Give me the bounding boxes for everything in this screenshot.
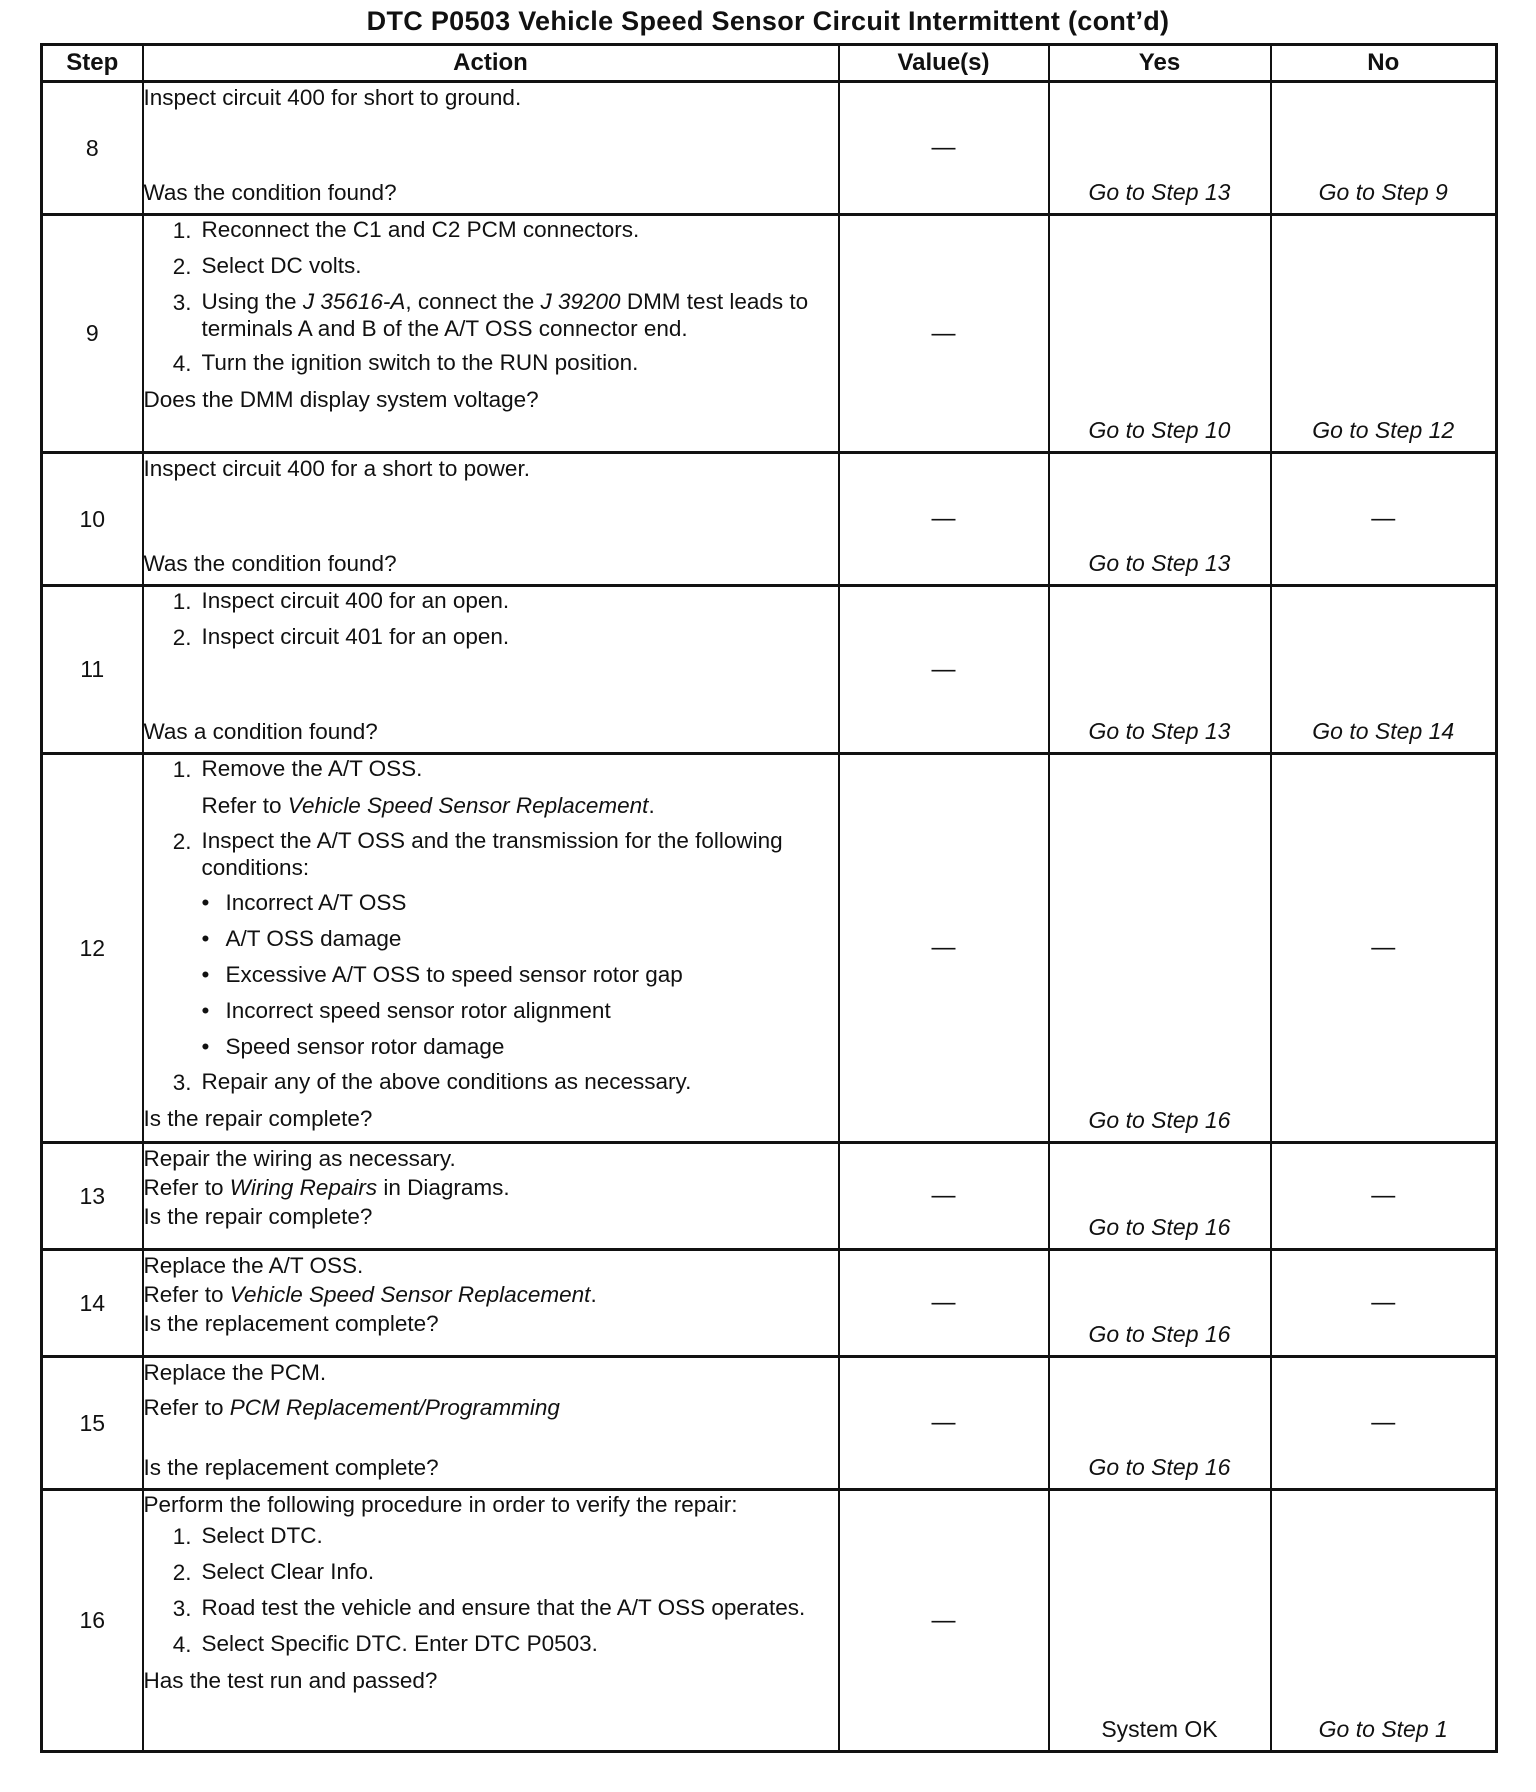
- step-number: 9: [42, 215, 143, 453]
- page-title: DTC P0503 Vehicle Speed Sensor Circuit Intermittent (cont’d): [366, 6, 1170, 36]
- yes-cell: [1049, 1490, 1271, 1752]
- yes-result: System OK: [1101, 1716, 1218, 1742]
- action-cell: [143, 754, 839, 1143]
- action-question: Does the DMM display system voltage?: [143, 387, 539, 412]
- list-item: 1. Remove the A/T OSS.: [172, 756, 423, 782]
- action-question: Is the replacement complete?: [143, 1311, 439, 1336]
- header-action: Action: [143, 45, 839, 82]
- refer-line: Refer to Vehicle Speed Sensor Replacement.: [201, 793, 655, 818]
- yes-cell: [1049, 215, 1271, 453]
- action-cell: [143, 1490, 839, 1752]
- action-text: Inspect circuit 400 for a short to power.: [143, 456, 530, 481]
- no-cell: [1271, 215, 1497, 453]
- table-row: [42, 82, 1497, 215]
- list-item: 4. Select Specific DTC. Enter DTC P0503.: [172, 1631, 598, 1657]
- action-question: Is the replacement complete?: [143, 1455, 439, 1480]
- reference-link: PCM Replacement/Programming: [229, 1395, 560, 1420]
- yes-go-to: Go to Step 16: [1088, 1454, 1231, 1480]
- value-cell: —: [839, 453, 1049, 586]
- no-go-to: Go to Step 12: [1312, 417, 1455, 443]
- value-cell: —: [839, 1250, 1049, 1357]
- value-cell: —: [839, 215, 1049, 453]
- yes-cell: [1049, 754, 1271, 1143]
- action-cell: [143, 1357, 839, 1490]
- yes-go-to: Go to Step 16: [1088, 1214, 1231, 1240]
- step-number: 15: [42, 1357, 143, 1490]
- value-cell: —: [839, 586, 1049, 754]
- yes-go-to: Go to Step 13: [1088, 179, 1231, 205]
- action-question: Is the repair complete?: [143, 1204, 373, 1229]
- value-cell: —: [839, 82, 1049, 215]
- no-cell: —: [1271, 1357, 1497, 1490]
- action-text: Inspect circuit 400 for short to ground.: [143, 85, 522, 110]
- table-row: [42, 215, 1497, 453]
- action-question: Was the condition found?: [143, 551, 397, 576]
- table-row: [42, 1143, 1497, 1250]
- bullet-item: • Speed sensor rotor damage: [201, 1034, 505, 1059]
- header-yes: Yes: [1049, 45, 1271, 82]
- action-text: Replace the PCM.: [143, 1360, 327, 1385]
- action-text: Perform the following procedure in order to verify the repair:: [143, 1492, 738, 1517]
- action-question: Is the repair complete?: [143, 1106, 373, 1131]
- yes-go-to: Go to Step 16: [1088, 1107, 1231, 1133]
- reference-link: Wiring Repairs: [229, 1175, 378, 1200]
- refer-line: Refer to Vehicle Speed Sensor Replacement.: [143, 1282, 597, 1307]
- list-item: 3. Road test the vehicle and ensure that the A/T OSS operates.: [172, 1595, 806, 1621]
- tool-reference: J 35616-A: [302, 289, 406, 314]
- action-cell: [143, 82, 839, 215]
- table-row: [42, 1490, 1497, 1752]
- bullet-item: • Excessive A/T OSS to speed sensor rotor gap: [201, 962, 683, 987]
- action-cell: [143, 215, 839, 453]
- tool-reference: J 39200: [540, 289, 621, 314]
- value-cell: —: [839, 754, 1049, 1143]
- list-item: 2. Select DC volts.: [172, 253, 362, 279]
- reference-link: Vehicle Speed Sensor Replacement: [229, 1282, 591, 1307]
- header-no: No: [1271, 45, 1497, 82]
- yes-cell: [1049, 586, 1271, 754]
- header-values: Value(s): [839, 45, 1049, 82]
- action-question: Was the condition found?: [143, 180, 397, 205]
- action-cell: [143, 586, 839, 754]
- bullet-item: • Incorrect speed sensor rotor alignment: [201, 998, 611, 1023]
- action-text: Repair the wiring as necessary.: [143, 1146, 456, 1171]
- yes-cell: [1049, 1250, 1271, 1357]
- action-text: Replace the A/T OSS.: [143, 1253, 364, 1278]
- value-cell: —: [839, 1143, 1049, 1250]
- yes-go-to: Go to Step 10: [1088, 417, 1231, 443]
- no-cell: [1271, 82, 1497, 215]
- header-step: Step: [42, 45, 143, 82]
- yes-go-to: Go to Step 13: [1088, 550, 1231, 576]
- list-item: 1. Reconnect the C1 and C2 PCM connectors.: [172, 217, 640, 243]
- no-cell: —: [1271, 453, 1497, 586]
- no-cell: [1271, 1490, 1497, 1752]
- no-cell: —: [1271, 754, 1497, 1143]
- action-cell: [143, 453, 839, 586]
- list-item: 1. Select DTC.: [172, 1523, 323, 1549]
- yes-cell: [1049, 1357, 1271, 1490]
- no-cell: —: [1271, 1250, 1497, 1357]
- table-row: [42, 1357, 1497, 1490]
- step-number: 8: [42, 82, 143, 215]
- list-item: 1. Inspect circuit 400 for an open.: [172, 588, 510, 614]
- step-number: 16: [42, 1490, 143, 1752]
- refer-line: Refer to PCM Replacement/Programming: [143, 1395, 560, 1420]
- action-cell: [143, 1250, 839, 1357]
- table-row: [42, 586, 1497, 754]
- step-number: 13: [42, 1143, 143, 1250]
- reference-link: Vehicle Speed Sensor Replacement: [287, 793, 649, 818]
- value-cell: —: [839, 1490, 1049, 1752]
- no-go-to: Go to Step 9: [1318, 179, 1448, 205]
- list-item: 2. Select Clear Info.: [172, 1559, 375, 1585]
- action-cell: [143, 1143, 839, 1250]
- no-cell: [1271, 586, 1497, 754]
- table-row: [42, 754, 1497, 1143]
- diagnostic-table: [40, 43, 1498, 1753]
- list-item: 2. Inspect the A/T OSS and the transmission for the following conditions:: [172, 828, 783, 880]
- yes-cell: [1049, 1143, 1271, 1250]
- action-question: Has the test run and passed?: [143, 1668, 438, 1693]
- list-item: 3. Using the J 35616-A, connect the J 39200 DMM test leads to terminals A and B of the A/T OSS connector end.: [172, 289, 809, 341]
- step-number: 11: [42, 586, 143, 754]
- list-item: 2. Inspect circuit 401 for an open.: [172, 624, 510, 650]
- step-number: 14: [42, 1250, 143, 1357]
- no-go-to: Go to Step 14: [1312, 718, 1455, 744]
- list-item: 4. Turn the ignition switch to the RUN position.: [172, 350, 639, 376]
- bullet-item: • A/T OSS damage: [201, 926, 402, 951]
- yes-go-to: Go to Step 13: [1088, 718, 1231, 744]
- bullet-item: • Incorrect A/T OSS: [201, 890, 407, 915]
- yes-cell: [1049, 453, 1271, 586]
- step-number: 12: [42, 754, 143, 1143]
- no-go-to: Go to Step 1: [1318, 1716, 1448, 1742]
- table-header-row: [42, 45, 1497, 82]
- list-item: 3. Repair any of the above conditions as necessary.: [172, 1069, 692, 1095]
- table-row: [42, 453, 1497, 586]
- value-cell: —: [839, 1357, 1049, 1490]
- table-row: [42, 1250, 1497, 1357]
- step-number: 10: [42, 453, 143, 586]
- no-cell: —: [1271, 1143, 1497, 1250]
- refer-line: Refer to Wiring Repairs in Diagrams.: [143, 1175, 510, 1200]
- yes-go-to: Go to Step 16: [1088, 1321, 1231, 1347]
- yes-cell: [1049, 82, 1271, 215]
- action-question: Was a condition found?: [143, 719, 378, 744]
